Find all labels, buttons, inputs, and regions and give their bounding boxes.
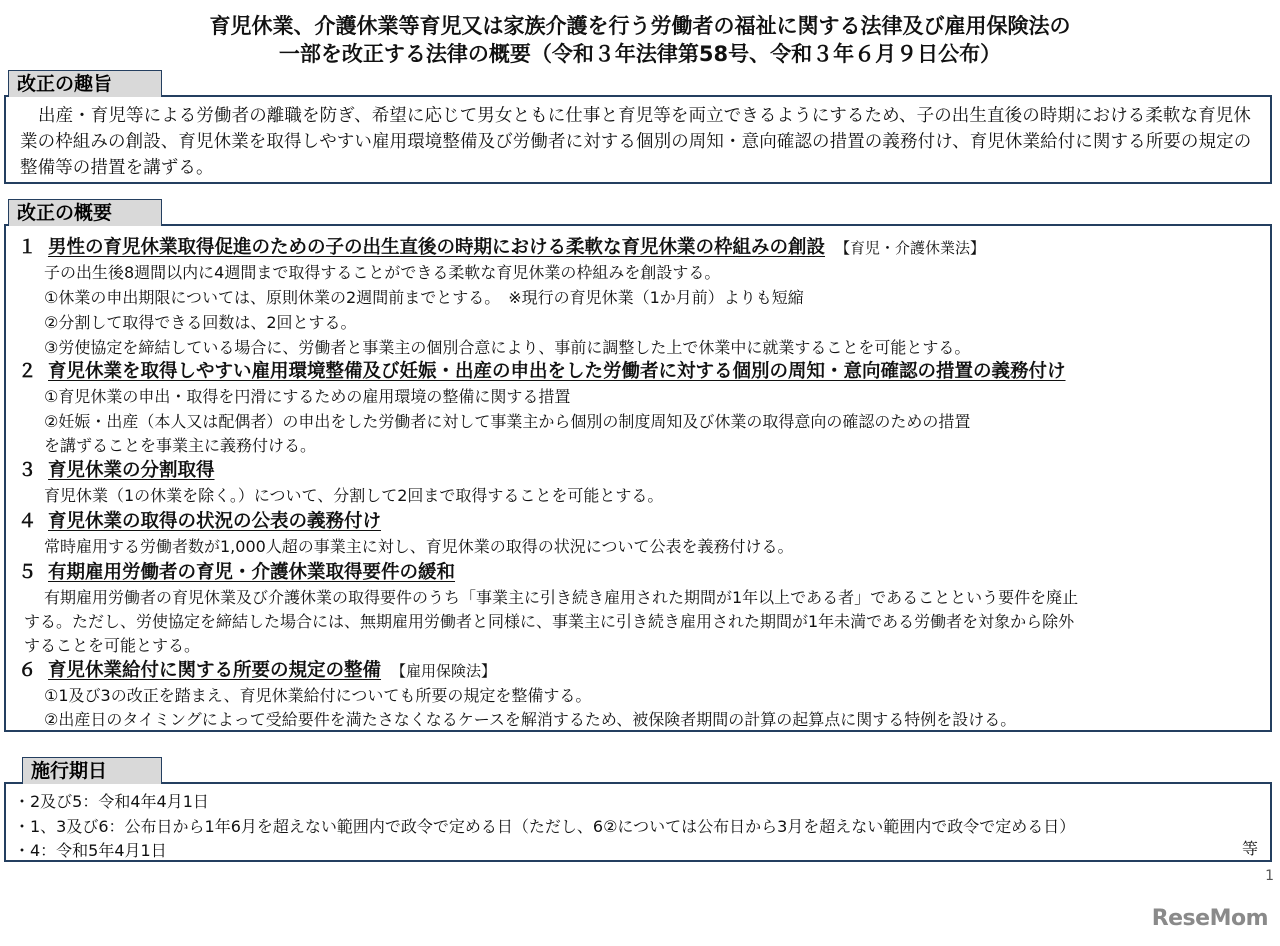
overview-item-2-line: ①育児休業の申出・取得を円滑にするための雇用環境の整備に関する措置 (44, 387, 571, 406)
document-title (0, 12, 1280, 68)
overview-item-6-heading (18, 659, 496, 683)
overview-item-2-line: ②妊娠・出産（本人又は配偶者）の申出をした労働者に対して事業主から個別の制度周知及び休業の取得意向の確認のための措置 (44, 412, 971, 431)
overview-item-2-heading (18, 360, 1066, 384)
item-number: ２ (18, 361, 37, 382)
overview-item-1-line: ②分割して取得できる回数は、2回とする。 (44, 313, 357, 332)
overview-heading: 改正の概要 (8, 199, 162, 226)
overview-item-2-line: を講ずることを事業主に義務付ける。 (44, 436, 317, 455)
page-number: 1 (1265, 868, 1274, 884)
item-number: １ (18, 237, 37, 258)
purpose-box (4, 95, 1272, 184)
item-title: 有期雇用労働者の育児・介護休業取得要件の緩和 (48, 562, 456, 583)
overview-item-4-heading (18, 510, 381, 534)
effective-date-line: ・1、3及び6：公布日から1年6月を超えない範囲内で政令で定める日（ただし、6②については公布日から3月を超えない範囲内で政令で定める日） (14, 817, 1076, 836)
overview-item-3-heading (18, 459, 215, 483)
item-number: ６ (18, 660, 37, 681)
item-number: ３ (18, 460, 37, 481)
overview-item-1-line: ③労使協定を締結している場合に、労働者と事業主の個別合意により、事前に調整した上で休業中に就業することを可能とする。 (44, 338, 971, 357)
overview-item-3-line: 育児休業（1の休業を除く。）について、分割して2回まで取得することを可能とする。 (44, 486, 664, 505)
item-title: 男性の育児休業取得促進のための子の出生直後の時期における柔軟な育児休業の枠組みの創設 (48, 237, 826, 258)
resemom-watermark-logo: ReseMom (1151, 906, 1268, 931)
overview-item-1-heading (18, 236, 985, 260)
item-law-tag: 【育児・介護休業法】 (835, 239, 986, 257)
item-law-tag: 【雇用保険法】 (391, 662, 497, 680)
effective-date-line: ・4：令和5年4月1日 (14, 841, 167, 860)
overview-item-5-line: 有期雇用労働者の育児休業及び介護休業の取得要件のうち「事業主に引き続き雇用された期間が1年以上である者」であることという要件を廃止 (44, 588, 1079, 607)
overview-item-1-line: 子の出生後8週間以内に4週間まで取得することができる柔軟な育児休業の枠組みを創設する。 (44, 263, 721, 282)
item-number: ５ (18, 562, 37, 583)
effective-box (4, 782, 1272, 862)
item-title: 育児休業給付に関する所要の規定の整備 (48, 660, 382, 681)
item-title: 育児休業を取得しやすい雇用環境整備及び妊娠・出産の申出をした労働者に対する個別の周知・意向確認の措置の義務付け (48, 361, 1066, 382)
overview-item-6-line: ②出産日のタイミングによって受給要件を満たさなくなるケースを解消するため、被保険者期間の計算の起算点に関する特例を設ける。 (44, 710, 1017, 729)
title-line-1: 育児休業、介護休業等育児又は家族介護を行う労働者の福祉に関する法律及び雇用保険法の (209, 14, 1071, 38)
effective-heading: 施行期日 (22, 757, 162, 784)
item-title: 育児休業の分割取得 (48, 460, 215, 481)
purpose-text: 出産・育児等による労働者の離職を防ぎ、希望に応じて男女ともに仕事と育児等を両立できるようにするため、子の出生直後の時期における柔軟な育児休業の枠組みの創設、育児休業を取得しやすい雇用環境整備及び労働者に対する個別の周知・意向確認の措置の義務付け、育児休業給付に関する所要の規定の整備等の措置を講ずる。 (20, 106, 1252, 178)
item-number: ４ (18, 511, 37, 532)
item-title: 育児休業の取得の状況の公表の義務付け (48, 511, 382, 532)
overview-item-5-line: することを可能とする。 (24, 636, 201, 655)
overview-item-5-heading (18, 561, 455, 585)
overview-box (4, 224, 1272, 732)
overview-item-5-line: する。ただし、労使協定を締結した場合には、無期雇用労働者と同様に、事業主に引き続き雇用された期間が1年未満である労働者を対象から除外 (24, 612, 1075, 631)
overview-item-6-line: ①1及び3の改正を踏まえ、育児休業給付についても所要の規定を整備する。 (44, 686, 592, 705)
overview-item-4-line: 常時雇用する労働者数が1,000人超の事業主に対し、育児休業の取得の状況について公表を義務付ける。 (44, 537, 794, 556)
purpose-heading: 改正の趣旨 (8, 70, 162, 97)
overview-item-1-line: ①休業の申出期限については、原則休業の2週間前までとする。 ※現行の育児休業（1か月前）よりも短縮 (44, 288, 804, 307)
effective-etc-note: 等 (1241, 839, 1258, 858)
effective-date-line: ・2及び5：令和4年4月1日 (14, 792, 209, 811)
title-line-2: 一部を改正する法律の概要（令和３年法律第58号、令和３年６月９日公布） (278, 42, 1002, 66)
